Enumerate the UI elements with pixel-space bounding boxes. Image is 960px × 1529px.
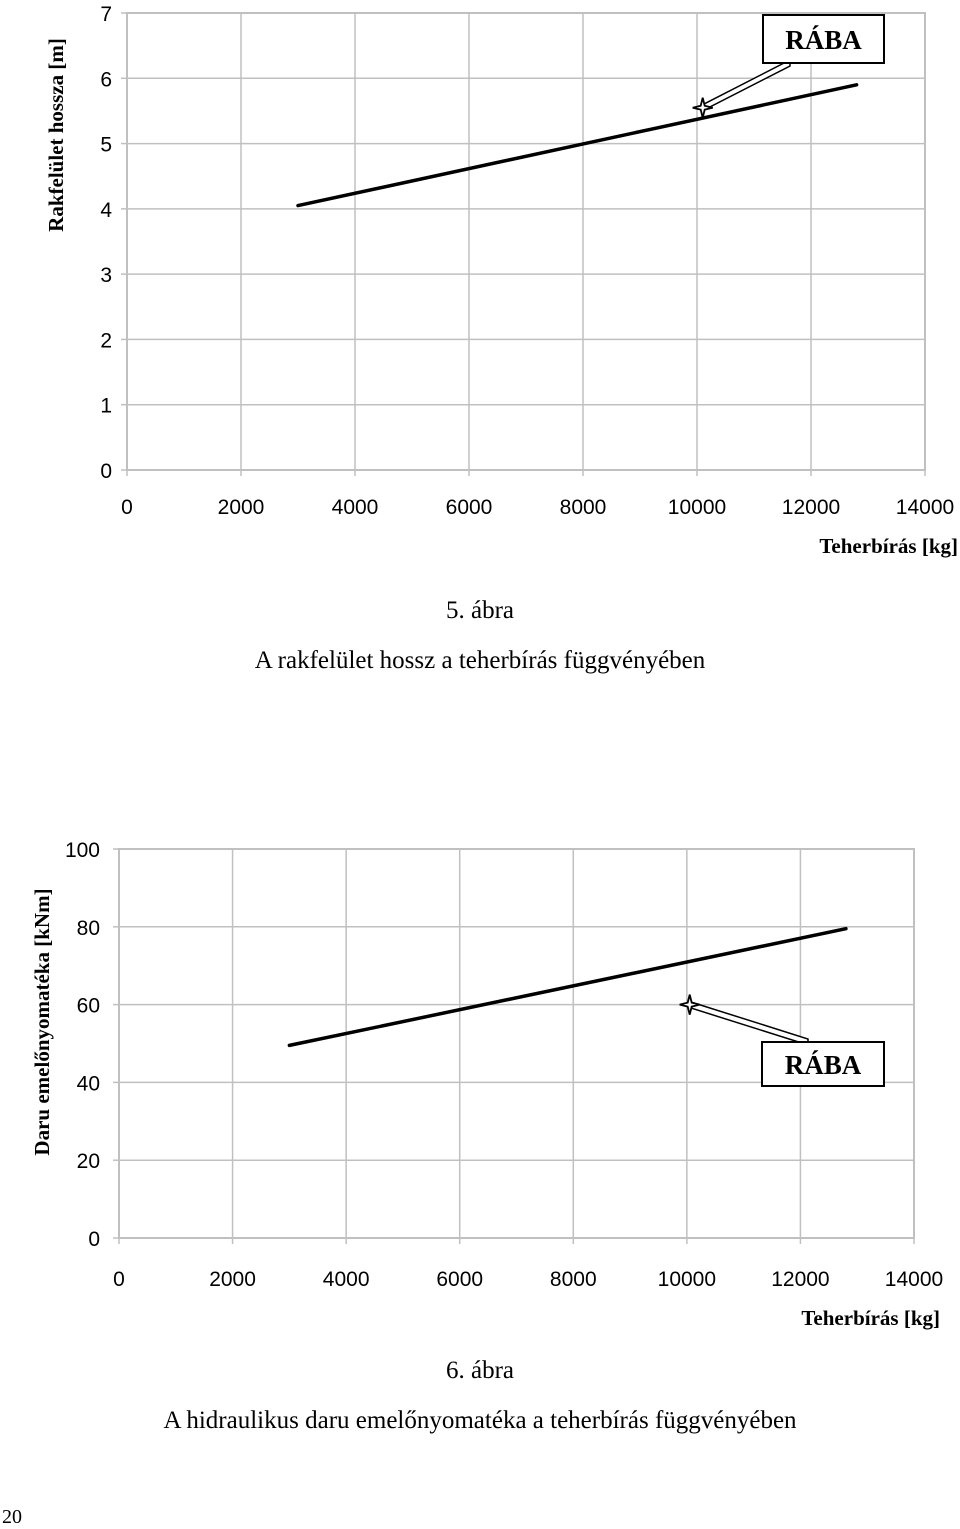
x-tick-label: 6000 — [436, 1268, 484, 1291]
y-tick-label: 0 — [88, 1228, 100, 1251]
chart-emelonyomatek — [30, 839, 943, 1330]
callout-leader — [690, 1002, 808, 1045]
x-tick-label: 10000 — [657, 1268, 717, 1291]
x-axis-title: Teherbírás [kg] — [819, 534, 958, 558]
x-tick-label: 14000 — [895, 496, 955, 519]
x-tick-label: 4000 — [331, 496, 379, 519]
x-tick-label: 8000 — [559, 496, 607, 519]
x-tick-label: 6000 — [445, 496, 493, 519]
x-tick-label: 2000 — [209, 1268, 256, 1291]
x-tick-label: 12000 — [771, 1268, 830, 1291]
y-tick-label: 40 — [76, 1072, 100, 1096]
page-number: 20 — [2, 1506, 22, 1528]
y-tick-label: 100 — [64, 839, 100, 862]
figure-5-number: 5. ábra — [445, 597, 515, 624]
y-tick-label: 6 — [100, 68, 112, 92]
x-tick-label: 0 — [121, 496, 133, 519]
y-tick-label: 4 — [100, 198, 112, 222]
plot-area-border — [127, 13, 925, 470]
y-tick-label: 3 — [100, 264, 112, 288]
figure-6-number: 6. ábra — [445, 1357, 515, 1384]
x-tick-label: 4000 — [322, 1268, 370, 1291]
y-tick-label: 1 — [100, 394, 112, 418]
x-tick-label: 2000 — [217, 496, 265, 519]
x-tick-label: 8000 — [549, 1268, 597, 1291]
x-axis-title: Teherbírás [kg] — [801, 1306, 940, 1330]
raba-marker — [680, 995, 700, 1015]
callout-label: RÁBA — [785, 25, 862, 55]
y-tick-label: 80 — [76, 916, 100, 940]
y-tick-label: 60 — [76, 994, 100, 1018]
y-axis-title: Rakfelület hossza [m] — [44, 38, 68, 232]
y-tick-label: 5 — [100, 133, 112, 157]
x-tick-label: 10000 — [667, 496, 727, 519]
y-tick-label: 20 — [76, 1150, 100, 1174]
series-line — [298, 85, 857, 206]
chart-rakfelulet — [44, 3, 958, 558]
figure-5-caption: A rakfelület hossz a teherbírás függvényében — [254, 647, 706, 674]
figure-6-caption: A hidraulikus daru emelőnyomatéka a teherbírás függvényében — [163, 1407, 797, 1434]
callout-label: RÁBA — [784, 1050, 862, 1080]
y-tick-label: 7 — [100, 3, 112, 26]
y-axis-title: Daru emelőnyomatéka [kNm] — [30, 888, 54, 1156]
x-tick-label: 12000 — [781, 496, 841, 519]
x-tick-label: 14000 — [884, 1268, 944, 1291]
y-tick-label: 2 — [100, 329, 112, 353]
x-tick-label: 0 — [113, 1268, 125, 1291]
y-tick-label: 0 — [100, 460, 112, 483]
